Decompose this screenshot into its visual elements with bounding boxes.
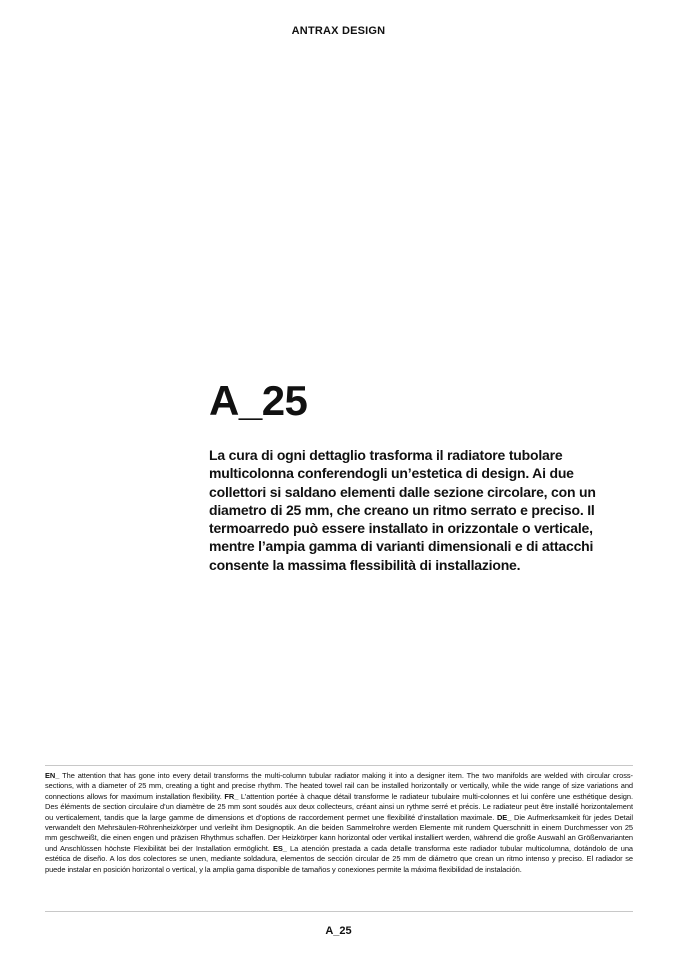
top-divider	[45, 765, 633, 766]
brand-header: ANTRAX DESIGN	[291, 25, 386, 37]
page-label: A_25	[325, 925, 352, 937]
description-en: The attention that has gone into every detail transforms the multi-column tubular radiator making it into a designer item. The two manifolds are welded with circular cross-sections, with a diameter of 25 mm, creating a tight and precise rhythm. The heated towel rail can be installed horizontally or vertically, while the wide range of size variations and connections allows for maximum installation flexibility.	[45, 771, 633, 801]
description-fr: L’attention portée à chaque détail transforme le radiateur tubulaire multi-colonnes et lui confère une esthétique design. Des éléments de section circulaire d’un diamètre de 25 mm sont soudés aux deux collecteurs, créant ainsi un rythme serré et précis. Le radiateur peut être installé horizontalement ou verticalement, tandis que la large gamme de dimensions et d’options de raccordement permet une flexibilité d’installation maximale.	[45, 791, 633, 822]
lead-description-it: La cura di ogni dettaglio trasforma il radiatore tubolare multicolonna conferendogli un’estetica di design. Ai due collettori si saldano elementi dalle sezione circolare, con un diametro di 25 mm, che creano un ritmo serrato e preciso. Il termoarredo può essere installato in orizzontale o verticale, mentre l’ampia gamma di varianti dimensionali e di attacchi consente la massima flessibilità di installazione.	[209, 447, 596, 573]
lang-tag-es: ES_	[272, 843, 287, 853]
product-title: A_25	[209, 377, 308, 424]
multilingual-description	[45, 771, 633, 875]
lang-tag-en: EN_	[45, 771, 60, 780]
lang-tag-de: DE_	[496, 812, 512, 822]
bottom-divider	[45, 911, 633, 912]
description-es: La atención prestada a cada detalle transforma este radiador tubular multicolumna, dotándolo de una estética de diseño. A los dos colectores se unen, mediante soldadura, elementos de sección circular de 25 mm de diámetro que crean un ritmo intenso y preciso. El radiador se puede instalar en posición horizontal o vertical, y la amplia gama disponible de tamaños y conexiones permite la máxima flexibilidad de instalación.	[45, 843, 633, 874]
lang-tag-fr: FR_	[224, 791, 239, 801]
description-de: Die Aufmerksamkeit für jedes Detail verwandelt den Mehrsäulen-Röhrenheizkörper und verleiht ihm Designoptik. An die beiden Sammelrohre werden Elemente mit rundem Querschnitt in einem Durchmesser von 25 mm geschweißt, die einen engen und präzisen Rhythmus schaffen. Der Heizkörper kann horizontal oder vertikal installiert werden, während die große Auswahl an Größenvarianten und Anschlüssen höchste Flexibilität bei der Installation ermöglicht.	[45, 812, 633, 853]
